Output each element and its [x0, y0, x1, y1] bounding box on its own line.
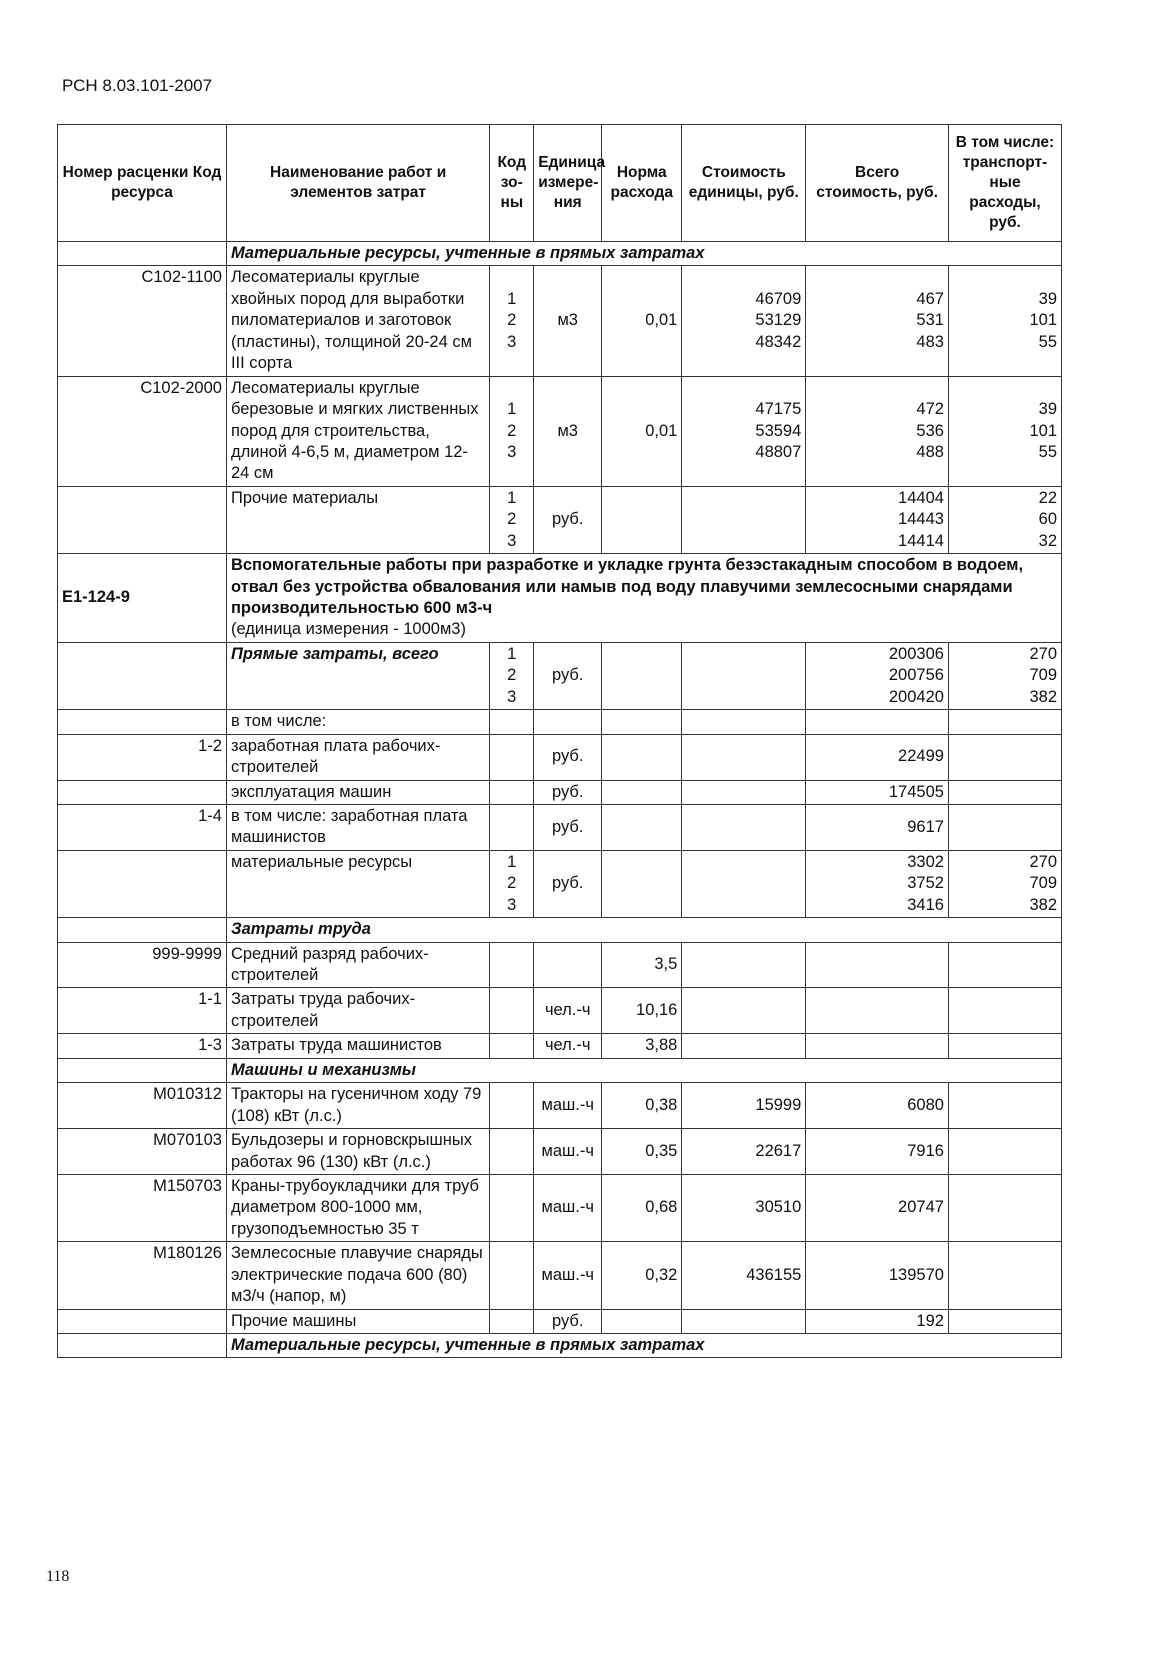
- resource-code: 1-3: [58, 1034, 227, 1058]
- unit: м3: [534, 266, 602, 376]
- table-row: [58, 266, 1062, 376]
- unit-cost: 436155: [682, 1242, 806, 1309]
- total-costs: 467 531 483: [806, 266, 949, 376]
- transport-costs: 270 709 382: [948, 850, 1061, 917]
- price-table: [57, 124, 1062, 1358]
- unit: руб.: [534, 1309, 602, 1333]
- unit-costs: 47175 53594 48807: [682, 376, 806, 486]
- resource-name: Средний разряд рабочих-строителей: [226, 942, 489, 988]
- resource-code: 1-4: [58, 804, 227, 850]
- rate-unit-note: (единица измерения - 1000м3): [230, 620, 466, 639]
- norm: 3,88: [602, 1034, 682, 1058]
- table-row: [58, 642, 1062, 709]
- cost-item-name: эксплуатация машин: [226, 780, 489, 804]
- resource-code: М010312: [58, 1083, 227, 1129]
- zone-codes: 1 2 3: [490, 642, 534, 709]
- resource-name: Землесосные плавучие снаряды электрические подача 600 (80) м3/ч (напор, м): [226, 1242, 489, 1309]
- unit-cost: 22617: [682, 1129, 806, 1175]
- zone-codes: 1 2 3: [490, 266, 534, 376]
- total-cost: 139570: [806, 1242, 949, 1309]
- section-title: Материальные ресурсы, учтенные в прямых затратах: [226, 1334, 1061, 1358]
- section-row: [58, 918, 1062, 942]
- unit: м3: [534, 376, 602, 486]
- unit-costs: 46709 53129 48342: [682, 266, 806, 376]
- resource-code: 1-2: [58, 734, 227, 780]
- unit: руб.: [534, 850, 602, 917]
- cost-item-name: в том числе:: [226, 710, 489, 734]
- section-row: [58, 242, 1062, 266]
- header-unit-cost: Стоимость единицы, руб.: [682, 125, 806, 242]
- resource-name: Лесоматериалы круглые хвойных пород для выработки пиломатериалов и заготовок (пластины), толщиной 20-24 см III сорта: [226, 266, 489, 376]
- table-header-row: [58, 125, 1062, 242]
- section-title: Материальные ресурсы, учтенные в прямых затратах: [226, 242, 1061, 266]
- section-row: [58, 1334, 1062, 1358]
- resource-code: 1-1: [58, 988, 227, 1034]
- table-row: [58, 942, 1062, 988]
- table-row: [58, 988, 1062, 1034]
- rate-title-text: Вспомогательные работы при разработке и укладке грунта безэстакадным способом в водоем, отвал без устройства обвалования или намыв под воду плавучими землесосными снарядами производительностью 600 м3-ч: [230, 556, 1024, 617]
- header-name: Наименование работ и элементов затрат: [226, 125, 489, 242]
- resource-name: Затраты труда машинистов: [226, 1034, 489, 1058]
- resource-code: М070103: [58, 1129, 227, 1175]
- table-row: [58, 710, 1062, 734]
- document-code: РСН 8.03.101-2007: [62, 76, 213, 95]
- total-cost: 192: [806, 1309, 949, 1333]
- total-costs: 200306 200756 200420: [806, 642, 949, 709]
- resource-name: Бульдозеры и горновскрышных работах 96 (130) кВт (л.с.): [226, 1129, 489, 1175]
- unit: чел.-ч: [534, 988, 602, 1034]
- header-code: Номер расценки Код ресурса: [58, 125, 227, 242]
- transport-costs: 270 709 382: [948, 642, 1061, 709]
- section-title: Машины и механизмы: [226, 1058, 1061, 1082]
- rate-code: Е1-124-9: [58, 554, 227, 643]
- total-costs: 472 536 488: [806, 376, 949, 486]
- total-cost: 6080: [806, 1083, 949, 1129]
- norm: 0,38: [602, 1083, 682, 1129]
- total-cost: 20747: [806, 1174, 949, 1241]
- resource-code: С102-2000: [58, 376, 227, 486]
- zone-codes: 1 2 3: [490, 486, 534, 553]
- unit: маш.-ч: [534, 1242, 602, 1309]
- resource-name: Прочие материалы: [226, 486, 489, 553]
- table-row: [58, 1174, 1062, 1241]
- total-cost: 22499: [806, 734, 949, 780]
- zone-codes: 1 2 3: [490, 376, 534, 486]
- unit: руб.: [534, 780, 602, 804]
- unit-cost: 30510: [682, 1174, 806, 1241]
- norm: 0,68: [602, 1174, 682, 1241]
- table-row: [58, 1083, 1062, 1129]
- norm: 0,01: [602, 266, 682, 376]
- header-unit: Единица измере-ния: [534, 125, 602, 242]
- table-row: [58, 376, 1062, 486]
- unit: маш.-ч: [534, 1129, 602, 1175]
- norm: 0,35: [602, 1129, 682, 1175]
- cost-item-name: заработная плата рабочих-строителей: [226, 734, 489, 780]
- table-row: [58, 734, 1062, 780]
- section-row: [58, 1058, 1062, 1082]
- header-total: Всего стоимость, руб.: [806, 125, 949, 242]
- unit: руб.: [534, 642, 602, 709]
- cost-item-name: в том числе: заработная плата машинистов: [226, 804, 489, 850]
- table-row: [58, 1242, 1062, 1309]
- total-costs: 3302 3752 3416: [806, 850, 949, 917]
- total-cost: 7916: [806, 1129, 949, 1175]
- rate-title: [226, 554, 1061, 643]
- transport-costs: 22 60 32: [948, 486, 1061, 553]
- resource-name: Прочие машины: [226, 1309, 489, 1333]
- cost-item-name: материальные ресурсы: [226, 850, 489, 917]
- unit: руб.: [534, 486, 602, 553]
- header-transport: В том числе: транспорт-ные расходы, руб.: [948, 125, 1061, 242]
- resource-code: С102-1100: [58, 266, 227, 376]
- norm: 10,16: [602, 988, 682, 1034]
- resource-name: Тракторы на гусеничном ходу 79 (108) кВт (л.с.): [226, 1083, 489, 1129]
- transport-costs: 39 101 55: [948, 376, 1061, 486]
- resource-code: М180126: [58, 1242, 227, 1309]
- zone-codes: 1 2 3: [490, 850, 534, 917]
- unit: руб.: [534, 804, 602, 850]
- unit: маш.-ч: [534, 1083, 602, 1129]
- norm: 0,01: [602, 376, 682, 486]
- resource-name: Краны-трубоукладчики для труб диаметром 800-1000 мм, грузоподъемностью 35 т: [226, 1174, 489, 1241]
- unit: руб.: [534, 734, 602, 780]
- total-cost: 9617: [806, 804, 949, 850]
- norm: 3,5: [602, 942, 682, 988]
- header-zone: Код зо-ны: [490, 125, 534, 242]
- total-cost: 174505: [806, 780, 949, 804]
- transport-costs: 39 101 55: [948, 266, 1061, 376]
- table-row: [58, 1034, 1062, 1058]
- unit: маш.-ч: [534, 1174, 602, 1241]
- table-row: [58, 850, 1062, 917]
- resource-name: Затраты труда рабочих-строителей: [226, 988, 489, 1034]
- unit: чел.-ч: [534, 1034, 602, 1058]
- header-norm: Норма расхода: [602, 125, 682, 242]
- resource-code: М150703: [58, 1174, 227, 1241]
- resource-code: 999-9999: [58, 942, 227, 988]
- unit-cost: 15999: [682, 1083, 806, 1129]
- table-row: [58, 1309, 1062, 1333]
- table-row: [58, 1129, 1062, 1175]
- table-row: [58, 780, 1062, 804]
- norm: 0,32: [602, 1242, 682, 1309]
- table-row: [58, 486, 1062, 553]
- section-title: Затраты труда: [226, 918, 1061, 942]
- total-costs: 14404 14443 14414: [806, 486, 949, 553]
- page-number: 118: [46, 1568, 70, 1585]
- table-row: [58, 804, 1062, 850]
- table-row: [58, 554, 1062, 643]
- cost-item-name: Прямые затраты, всего: [226, 642, 489, 709]
- resource-name: Лесоматериалы круглые березовые и мягких лиственных пород для строительства, длиной 4-6,5 м, диаметром 12-24 см: [226, 376, 489, 486]
